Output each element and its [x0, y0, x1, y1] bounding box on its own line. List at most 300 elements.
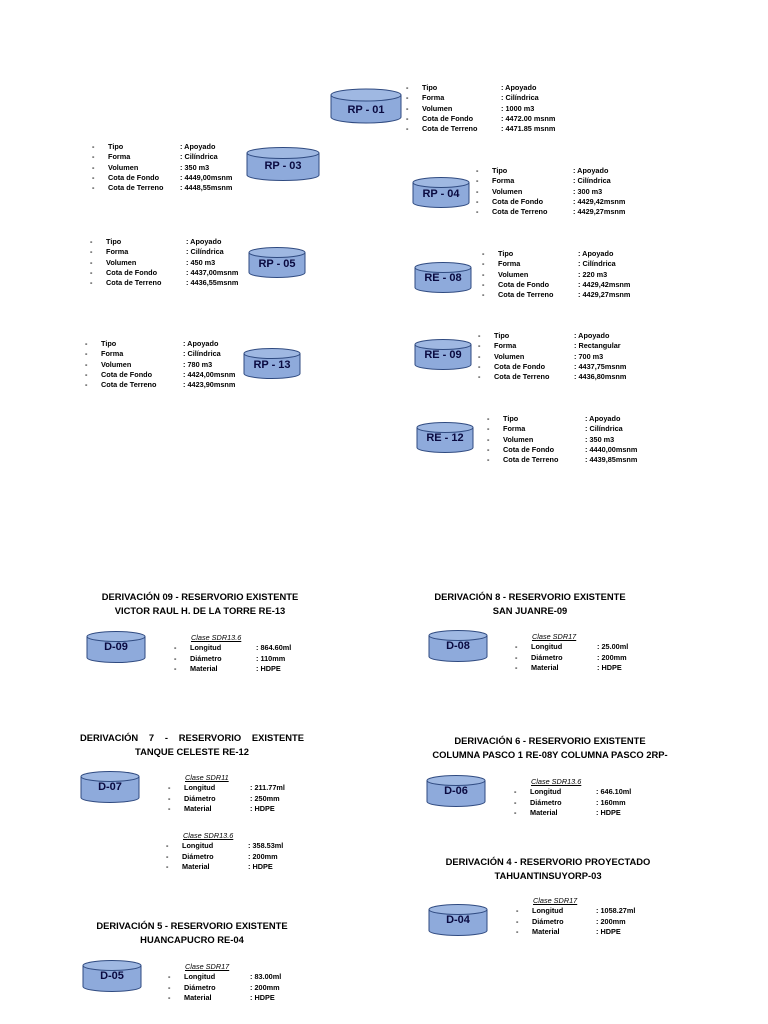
spec-key: Cota de Terreno: [503, 455, 559, 465]
tank-d-06: [426, 775, 486, 807]
spec-key: Longitud: [182, 841, 214, 851]
spec-value: : 200mm: [250, 982, 280, 992]
spec-value: : Apoyado: [574, 331, 610, 340]
spec-row: [90, 237, 250, 247]
bullet: -: [85, 349, 88, 359]
bullet: -: [90, 257, 93, 267]
bullet: -: [406, 113, 409, 123]
tank-d-08: [428, 630, 488, 662]
spec-key: Diámetro: [532, 916, 564, 926]
bullet: -: [478, 331, 481, 340]
tank-label: RE - 09: [424, 349, 462, 361]
tank-rp-13: [243, 348, 301, 379]
spec-row: [482, 290, 642, 300]
spec-row: [92, 173, 247, 183]
spec-key: Tipo: [422, 83, 438, 92]
spec-value: : HDPE: [248, 861, 273, 871]
bullet: -: [85, 339, 88, 348]
derivation-title-line: COLUMNA PASCO 1 RE-08Y COLUMNA PASCO 2RP-: [432, 749, 668, 760]
spec-value: : HDPE: [596, 807, 621, 817]
spec-key: Cota de Fondo: [503, 444, 555, 454]
bullet: -: [406, 93, 409, 103]
tank-d-07: [80, 771, 140, 803]
spec-row: [174, 664, 314, 674]
spec-row: [166, 841, 306, 851]
spec-key: Volumen: [494, 351, 525, 361]
spec-re-09: [478, 331, 638, 382]
spec-value: : 250mm: [250, 793, 280, 803]
spec-row: [478, 341, 638, 351]
bullet: -: [482, 290, 485, 300]
derivation-title-line: DERIVACIÓN 09 - RESERVORIO EXISTENTE: [101, 591, 299, 602]
spec-value: : 110mm: [256, 653, 286, 663]
spec-value: : 83.00ml: [250, 972, 282, 982]
spec-row: [90, 258, 250, 268]
spec-key: Material: [530, 807, 558, 817]
bullet: -: [90, 247, 93, 257]
spec-key: Material: [182, 861, 210, 871]
spec-row: [406, 93, 576, 103]
bullet: -: [514, 787, 517, 797]
pipe-class: Clase SDR11: [185, 773, 229, 782]
pipe-class: Clase SDR13.6: [531, 777, 582, 786]
spec-row: [482, 249, 642, 259]
spec-key: Cota de Fondo: [101, 369, 153, 379]
spec-row: [478, 352, 638, 362]
spec-value: : Apoyado: [573, 166, 609, 175]
bullet: -: [516, 926, 519, 936]
derivation-title-line: DERIVACIÓN 6 - RESERVORIO EXISTENTE: [454, 735, 646, 746]
spec-value: : 200mm: [248, 851, 278, 861]
spec-value: : Cilíndrica: [578, 259, 616, 269]
spec-value: : 4472.00 msnm: [501, 113, 556, 123]
spec-row: [85, 380, 245, 390]
spec-key: Longitud: [184, 783, 216, 793]
derivation-title-line: DERIVACIÓN 4 - RESERVORIO PROYECTADO: [445, 856, 651, 867]
spec-value: : Apoyado: [186, 237, 222, 246]
spec-row: [406, 83, 576, 93]
bullet: -: [90, 237, 93, 246]
spec-key: Volumen: [492, 186, 523, 196]
spec-row: [478, 362, 638, 372]
derivation-title-line: DERIVACIÓN 5 - RESERVORIO EXISTENTE: [96, 920, 288, 931]
spec-value: : 4471.85 msnm: [501, 124, 556, 134]
bullet: -: [166, 851, 169, 861]
bullet: -: [92, 142, 95, 151]
spec-value: : Cilíndrica: [186, 247, 224, 257]
derivation-07-title: [80, 731, 304, 759]
spec-key: Cota de Terreno: [108, 183, 164, 193]
pipe-class: Clase SDR17: [532, 632, 577, 641]
bullet: -: [515, 662, 518, 672]
spec-re-08: [482, 249, 642, 300]
spec-value: : Rectangular: [574, 341, 621, 351]
spec-row: [174, 654, 314, 664]
spec-value: : 4440,00msnm: [585, 444, 638, 454]
spec-key: Diámetro: [182, 851, 214, 861]
spec-value: : 4448,55msnm: [180, 183, 233, 193]
spec-value: : 211.77ml: [250, 783, 285, 793]
spec-row: [406, 114, 576, 124]
spec-row: [487, 435, 647, 445]
derivation-title-line: HUANCAPUCRO RE-04: [140, 934, 244, 945]
bullet: -: [174, 663, 177, 673]
spec-value: : 1000 m3: [501, 103, 535, 113]
derivation-05-title: [70, 919, 314, 947]
bullet: -: [92, 162, 95, 172]
spec-key: Tipo: [494, 331, 510, 340]
bullet: -: [92, 152, 95, 162]
derivation-title-line: TANQUE CELESTE RE-12: [135, 746, 249, 757]
spec-value: : HDPE: [250, 803, 275, 813]
spec-value: : 350 m3: [180, 162, 210, 172]
spec-row: [85, 360, 245, 370]
bullet: -: [174, 643, 177, 653]
spec-row: [487, 445, 647, 455]
spec-rp-03: [92, 142, 247, 193]
spec-key: Forma: [422, 93, 445, 103]
spec-key: Diámetro: [184, 982, 216, 992]
spec-row: [482, 259, 642, 269]
tank-label: D-09: [104, 641, 128, 653]
spec-value: : 4424,00msnm: [183, 369, 236, 379]
spec-d-07-b: [166, 831, 306, 872]
spec-key: Volumen: [101, 359, 132, 369]
spec-key: Tipo: [498, 249, 514, 258]
spec-row: [516, 927, 656, 937]
bullet: -: [478, 361, 481, 371]
spec-rp-04: [476, 166, 636, 217]
spec-key: Tipo: [503, 414, 519, 423]
spec-row: [478, 372, 638, 382]
bullet: -: [482, 249, 485, 258]
spec-row: [90, 278, 250, 288]
bullet: -: [478, 341, 481, 351]
spec-value: : 4429,42msnm: [573, 196, 626, 206]
bullet: -: [476, 207, 479, 217]
bullet: -: [85, 380, 88, 390]
spec-value: : 646.10ml: [596, 787, 632, 797]
bullet: -: [85, 369, 88, 379]
spec-value: : 4429,27msnm: [578, 290, 631, 300]
spec-d-08: [515, 632, 655, 673]
tank-label: RP - 13: [253, 359, 291, 371]
spec-value: : Apoyado: [501, 83, 537, 92]
tank-label: D-08: [446, 640, 470, 652]
bullet: -: [487, 424, 490, 434]
spec-value: : 350 m3: [585, 434, 615, 444]
bullet: -: [515, 652, 518, 662]
spec-key: Forma: [494, 341, 517, 351]
spec-key: Forma: [503, 424, 526, 434]
spec-re-12: [487, 414, 647, 465]
bullet: -: [515, 642, 518, 652]
bullet: -: [487, 434, 490, 444]
spec-row: [514, 787, 654, 797]
spec-row: [516, 917, 656, 927]
bullet: -: [166, 841, 169, 851]
bullet: -: [168, 982, 171, 992]
spec-row: [482, 280, 642, 290]
spec-value: : 700 m3: [574, 351, 604, 361]
bullet: -: [168, 992, 171, 1002]
bullet: -: [166, 861, 169, 871]
tank-label: RP - 04: [422, 188, 460, 200]
spec-row: [514, 798, 654, 808]
derivation-title-line: TAHUANTINSUYORP-03: [494, 870, 602, 881]
bullet: -: [90, 278, 93, 288]
pipe-class: Clase SDR17: [533, 896, 578, 905]
spec-rp-05: [90, 237, 250, 288]
bullet: -: [92, 172, 95, 182]
spec-key: Material: [531, 662, 559, 672]
spec-key: Longitud: [184, 972, 216, 982]
bullet: -: [92, 183, 95, 193]
spec-key: Forma: [492, 176, 515, 186]
tank-label: D-07: [98, 781, 122, 793]
spec-row: [174, 643, 314, 653]
spec-key: Cota de Terreno: [106, 278, 162, 288]
spec-key: Cota de Fondo: [494, 361, 546, 371]
spec-key: Forma: [498, 259, 521, 269]
spec-key: Material: [184, 992, 212, 1002]
spec-key: Longitud: [530, 787, 562, 797]
tank-label: RP - 05: [258, 258, 296, 270]
bullet: -: [90, 267, 93, 277]
spec-row: [487, 455, 647, 465]
spec-key: Diámetro: [184, 793, 216, 803]
tank-label: RE - 08: [424, 272, 462, 284]
bullet: -: [85, 359, 88, 369]
spec-value: : 4429,27msnm: [573, 207, 626, 217]
spec-row: [476, 197, 636, 207]
bullet: -: [478, 351, 481, 361]
spec-d-09: [174, 633, 314, 674]
spec-value: : 25.00ml: [597, 642, 629, 652]
spec-value: : 4449,00msnm: [180, 172, 233, 182]
spec-d-05: [168, 962, 308, 1003]
spec-row: [168, 804, 308, 814]
tank-rp-03: [246, 147, 320, 181]
spec-value: : Cilíndrica: [585, 424, 623, 434]
spec-row: [516, 906, 656, 916]
tank-label: D-06: [444, 785, 468, 797]
spec-value: : 4437,00msnm: [186, 267, 239, 277]
spec-rp-13: [85, 339, 245, 390]
spec-row: [92, 142, 247, 152]
tank-label: RP - 03: [264, 160, 302, 172]
tank-re-12: [416, 422, 474, 453]
spec-value: : 200mm: [597, 652, 627, 662]
spec-value: : HDPE: [256, 663, 281, 673]
derivation-title-line: SAN JUANRE-09: [492, 605, 568, 616]
spec-row: [476, 176, 636, 186]
spec-row: [168, 972, 308, 982]
spec-row: [92, 183, 247, 193]
spec-row: [482, 270, 642, 280]
spec-key: Cota de Terreno: [494, 372, 550, 382]
spec-key: Volumen: [106, 257, 137, 267]
tank-re-09: [414, 339, 472, 370]
spec-key: Longitud: [531, 642, 563, 652]
tank-re-08: [414, 262, 472, 293]
bullet: -: [168, 972, 171, 982]
spec-key: Cota de Fondo: [492, 196, 544, 206]
spec-row: [515, 663, 655, 673]
spec-key: Tipo: [108, 142, 124, 151]
spec-row: [168, 794, 308, 804]
bullet: -: [476, 186, 479, 196]
derivation-06-title: [420, 734, 680, 762]
spec-row: [406, 124, 576, 134]
spec-row: [92, 163, 247, 173]
spec-value: : Cilíndrica: [183, 349, 221, 359]
spec-key: Forma: [106, 247, 129, 257]
spec-row: [515, 642, 655, 652]
spec-key: Forma: [101, 349, 124, 359]
spec-value: : 780 m3: [183, 359, 213, 369]
spec-row: [514, 808, 654, 818]
derivation-title-line: DERIVACIÓN 8 - RESERVORIO EXISTENTE: [434, 591, 626, 602]
tank-d-05: [82, 960, 142, 992]
spec-value: : 4429,42msnm: [578, 279, 631, 289]
tank-rp-04: [412, 177, 470, 208]
spec-row: [85, 370, 245, 380]
bullet: -: [482, 279, 485, 289]
derivation-09-title: [70, 590, 330, 618]
spec-row: [166, 862, 306, 872]
spec-value: : Cilíndrica: [501, 93, 539, 103]
spec-key: Tipo: [106, 237, 122, 246]
tank-d-04: [428, 904, 488, 936]
spec-d-04: [516, 896, 656, 937]
spec-value: : HDPE: [250, 992, 275, 1002]
bullet: -: [476, 196, 479, 206]
bullet: -: [168, 803, 171, 813]
bullet: -: [487, 455, 490, 465]
derivation-04-title: [428, 855, 668, 883]
spec-value: : Cilíndrica: [573, 176, 611, 186]
spec-key: Diámetro: [531, 652, 563, 662]
derivation-title-line: DERIVACIÓN 7 - RESERVORIO EXISTENTE: [80, 732, 304, 743]
spec-key: Material: [190, 663, 218, 673]
spec-row: [478, 331, 638, 341]
spec-key: Cota de Fondo: [106, 267, 158, 277]
bullet: -: [406, 103, 409, 113]
spec-key: Cota de Terreno: [101, 380, 157, 390]
spec-value: : Apoyado: [578, 249, 614, 258]
spec-key: Diámetro: [530, 797, 562, 807]
spec-row: [168, 993, 308, 1003]
spec-key: Tipo: [101, 339, 117, 348]
spec-value: : 4423,90msnm: [183, 380, 236, 390]
bullet: -: [406, 83, 409, 92]
bullet: -: [487, 414, 490, 423]
pipe-class: Clase SDR17: [185, 962, 230, 971]
spec-value: : Apoyado: [183, 339, 219, 348]
spec-row: [90, 268, 250, 278]
pipe-class: Clase SDR13.6: [191, 633, 242, 642]
spec-row: [168, 783, 308, 793]
spec-key: Longitud: [532, 906, 564, 916]
spec-key: Tipo: [492, 166, 508, 175]
spec-row: [476, 187, 636, 197]
spec-row: [406, 104, 576, 114]
bullet: -: [516, 906, 519, 916]
spec-rp-01: [406, 83, 576, 134]
spec-key: Volumen: [108, 162, 139, 172]
spec-value: : Apoyado: [585, 414, 621, 423]
spec-value: : HDPE: [597, 662, 622, 672]
bullet: -: [168, 783, 171, 793]
spec-key: Cota de Terreno: [492, 207, 548, 217]
bullet: -: [476, 166, 479, 175]
spec-d-06: [514, 777, 654, 818]
spec-value: : 160mm: [596, 797, 626, 807]
bullet: -: [514, 807, 517, 817]
spec-value: : 4437,75msnm: [574, 361, 627, 371]
derivation-08-title: [410, 590, 650, 618]
spec-value: : 4436,80msnm: [574, 372, 627, 382]
spec-row: [85, 349, 245, 359]
spec-row: [476, 166, 636, 176]
spec-value: : Cilíndrica: [180, 152, 218, 162]
spec-row: [168, 983, 308, 993]
tank-label: D-04: [446, 914, 470, 926]
tank-label: RP - 01: [347, 104, 385, 116]
spec-value: : 4436,55msnm: [186, 278, 239, 288]
bullet: -: [482, 269, 485, 279]
bullet: -: [168, 793, 171, 803]
spec-value: : 220 m3: [578, 269, 608, 279]
bullet: -: [478, 372, 481, 382]
spec-value: : 4439,85msnm: [585, 455, 638, 465]
spec-value: : Apoyado: [180, 142, 216, 151]
spec-row: [166, 852, 306, 862]
bullet: -: [516, 916, 519, 926]
spec-d-07-a: [168, 773, 308, 814]
spec-key: Cota de Fondo: [422, 113, 474, 123]
spec-row: [476, 207, 636, 217]
spec-row: [90, 247, 250, 257]
spec-key: Longitud: [190, 643, 222, 653]
bullet: -: [482, 259, 485, 269]
pipe-class: Clase SDR13.6: [183, 831, 234, 840]
spec-row: [92, 152, 247, 162]
bullet: -: [406, 124, 409, 134]
spec-value: : 358.53ml: [248, 841, 284, 851]
spec-value: : 864.60ml: [256, 643, 292, 653]
spec-value: : HDPE: [596, 926, 621, 936]
spec-key: Cota de Terreno: [498, 290, 554, 300]
spec-key: Volumen: [498, 269, 529, 279]
spec-key: Cota de Terreno: [422, 124, 478, 134]
tank-rp-05: [248, 247, 306, 278]
bullet: -: [476, 176, 479, 186]
spec-key: Volumen: [422, 103, 453, 113]
tank-label: D-05: [100, 970, 124, 982]
spec-row: [487, 424, 647, 434]
spec-key: Forma: [108, 152, 131, 162]
spec-row: [85, 339, 245, 349]
spec-value: : 300 m3: [573, 186, 603, 196]
tank-rp-01: [330, 88, 402, 124]
bullet: -: [514, 797, 517, 807]
derivation-title-line: VICTOR RAUL H. DE LA TORRE RE-13: [114, 605, 286, 616]
spec-key: Volumen: [503, 434, 534, 444]
spec-value: : 1058.27ml: [596, 906, 636, 916]
tank-d-09: [86, 631, 146, 663]
